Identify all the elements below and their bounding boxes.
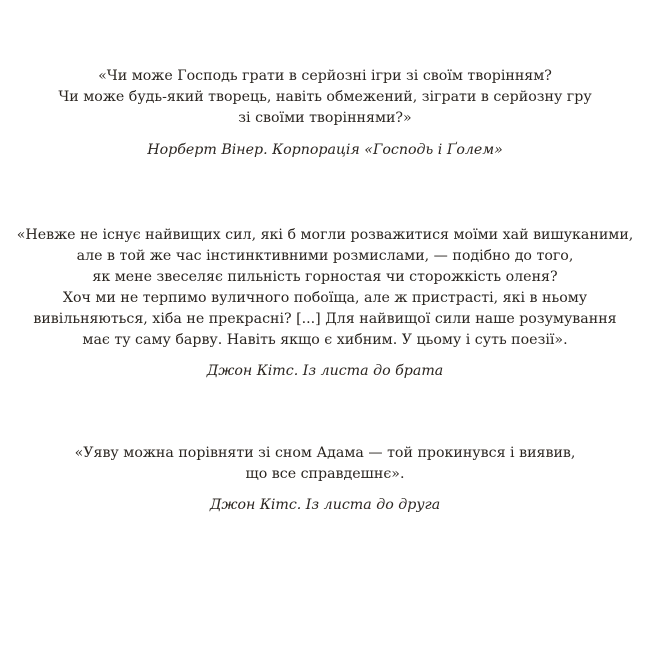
quote-line: але в той же час інстинктивними розмислами, — подібно до того, xyxy=(76,248,574,264)
epigraph-keats-friend xyxy=(0,443,650,516)
quote-attribution: Джон Кітс. Із листа до брата xyxy=(206,363,444,379)
quote-line: «Уяву можна порівняти зі сном Адама — той прокинувся і виявив, xyxy=(74,445,576,461)
epigraph-keats-brother xyxy=(0,225,650,382)
quote-line: вивільняються, хіба не прекрасні? [...] Для найвищої сили наше розумування xyxy=(33,311,617,327)
quote-line: «Невже не існує найвищих сил, які б могли розважитися моїми хай вишуканими, xyxy=(16,227,634,243)
quote-attribution: Норберт Вінер. Корпорація «Господь і Ґолем» xyxy=(147,142,503,158)
epigraph-wiener xyxy=(0,66,650,161)
quote-line: зі своїми творіннями?» xyxy=(238,110,412,126)
quote-line: як мене звеселяє пильність горностая чи сторожкість оленя? xyxy=(92,269,558,285)
quote-line: що все справдешнє». xyxy=(245,466,405,482)
quote-line: Хоч ми не терпимо вуличного побоїща, але ж пристрасті, які в ньому xyxy=(62,290,588,306)
quote-line: «Чи може Господь грати в серйозні ігри зі своїм творінням? xyxy=(98,68,552,84)
quote-line: Чи може будь-який творець, навіть обмежений, зіграти в серйозну гру xyxy=(58,89,592,105)
quote-line: має ту саму барву. Навіть якщо є хибним. У цьому і суть поезії». xyxy=(82,332,568,348)
quote-attribution: Джон Кітс. Із листа до друга xyxy=(209,497,441,513)
